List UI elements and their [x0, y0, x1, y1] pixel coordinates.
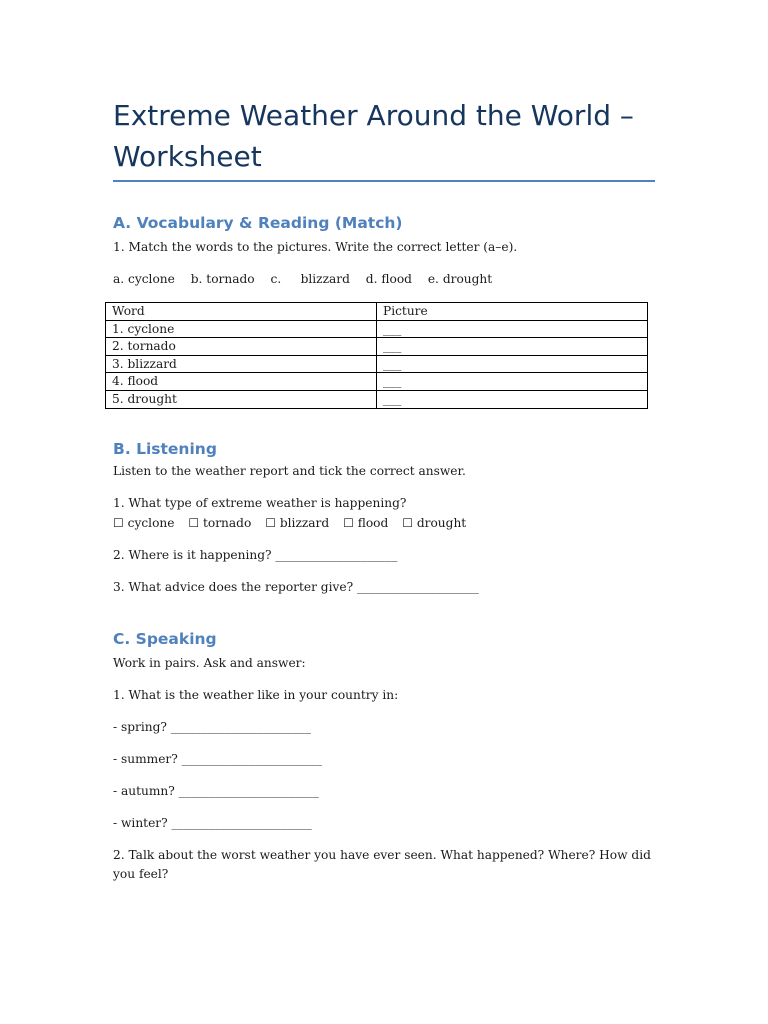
listening-question-1: 1. What type of extreme weather is happening? — [113, 496, 407, 510]
table-cell-word: 2. tornado — [106, 338, 377, 356]
table-cell-answer[interactable]: ___ — [377, 355, 648, 373]
table-row — [106, 338, 648, 356]
table-row — [106, 355, 648, 373]
checkbox-icon[interactable]: ☐ — [402, 516, 413, 530]
table-header-word: Word — [106, 303, 377, 321]
word-option-e: e. drought — [427, 272, 493, 286]
table-cell-word: 5. drought — [106, 390, 377, 408]
season-summer[interactable]: - summer? _______________________ — [113, 752, 322, 766]
checkbox-icon[interactable]: ☐ — [113, 516, 124, 530]
checkbox-option-blizzard[interactable]: ☐ blizzard — [265, 516, 330, 530]
checkbox-option-flood[interactable]: ☐ flood — [343, 516, 389, 530]
section-b-instruction: Listen to the weather report and tick the correct answer. — [113, 464, 466, 478]
checkbox-option-tornado[interactable]: ☐ tornado — [188, 516, 252, 530]
table-row — [106, 390, 648, 408]
speaking-question-1: 1. What is the weather like in your country in: — [113, 688, 399, 702]
checkbox-icon[interactable]: ☐ — [265, 516, 276, 530]
word-bank — [113, 270, 492, 288]
checkbox-icon[interactable]: ☐ — [188, 516, 200, 530]
table-header-row — [106, 303, 648, 321]
table-row — [106, 320, 648, 338]
word-option-b: b. tornado — [190, 272, 255, 286]
listening-question-3[interactable]: 3. What advice does the reporter give? ____________________ — [113, 580, 479, 594]
section-a-heading: A. Vocabulary & Reading (Match) — [113, 214, 403, 232]
word-option-d: d. flood — [365, 272, 412, 286]
word-option-c: c. blizzard — [270, 272, 350, 286]
season-spring[interactable]: - spring? _______________________ — [113, 720, 311, 734]
table-cell-word: 3. blizzard — [106, 355, 377, 373]
checkbox-icon[interactable]: ☐ — [343, 516, 354, 530]
checkbox-option-cyclone[interactable]: ☐ cyclone — [113, 516, 175, 530]
section-c-instruction: Work in pairs. Ask and answer: — [113, 656, 306, 670]
table-cell-answer[interactable]: ___ — [377, 320, 648, 338]
weather-checkbox-group — [113, 514, 476, 532]
speaking-question-2: 2. Talk about the worst weather you have ever seen. What happened? Where? How did you feel? — [113, 848, 651, 881]
section-c-heading: C. Speaking — [113, 630, 217, 648]
table-cell-answer[interactable]: ___ — [377, 390, 648, 408]
checkbox-option-drought[interactable]: ☐ drought — [402, 516, 467, 530]
season-winter[interactable]: - winter? _______________________ — [113, 816, 312, 830]
table-header-picture: Picture — [377, 303, 648, 321]
worksheet-title: Extreme Weather Around the World – Worksheet — [113, 99, 634, 173]
table-cell-answer[interactable]: ___ — [377, 373, 648, 391]
table-cell-word: 1. cyclone — [106, 320, 377, 338]
season-autumn[interactable]: - autumn? _______________________ — [113, 784, 319, 798]
table-cell-word: 4. flood — [106, 373, 377, 391]
listening-question-2[interactable]: 2. Where is it happening? ____________________ — [113, 548, 398, 562]
word-option-a: a. cyclone — [113, 272, 175, 286]
title-divider — [113, 180, 655, 182]
section-b-heading: B. Listening — [113, 440, 217, 458]
section-a-instruction: 1. Match the words to the pictures. Write the correct letter (a–e). — [113, 240, 518, 254]
table-row — [106, 373, 648, 391]
matching-table — [105, 302, 648, 409]
table-cell-answer[interactable]: ___ — [377, 338, 648, 356]
